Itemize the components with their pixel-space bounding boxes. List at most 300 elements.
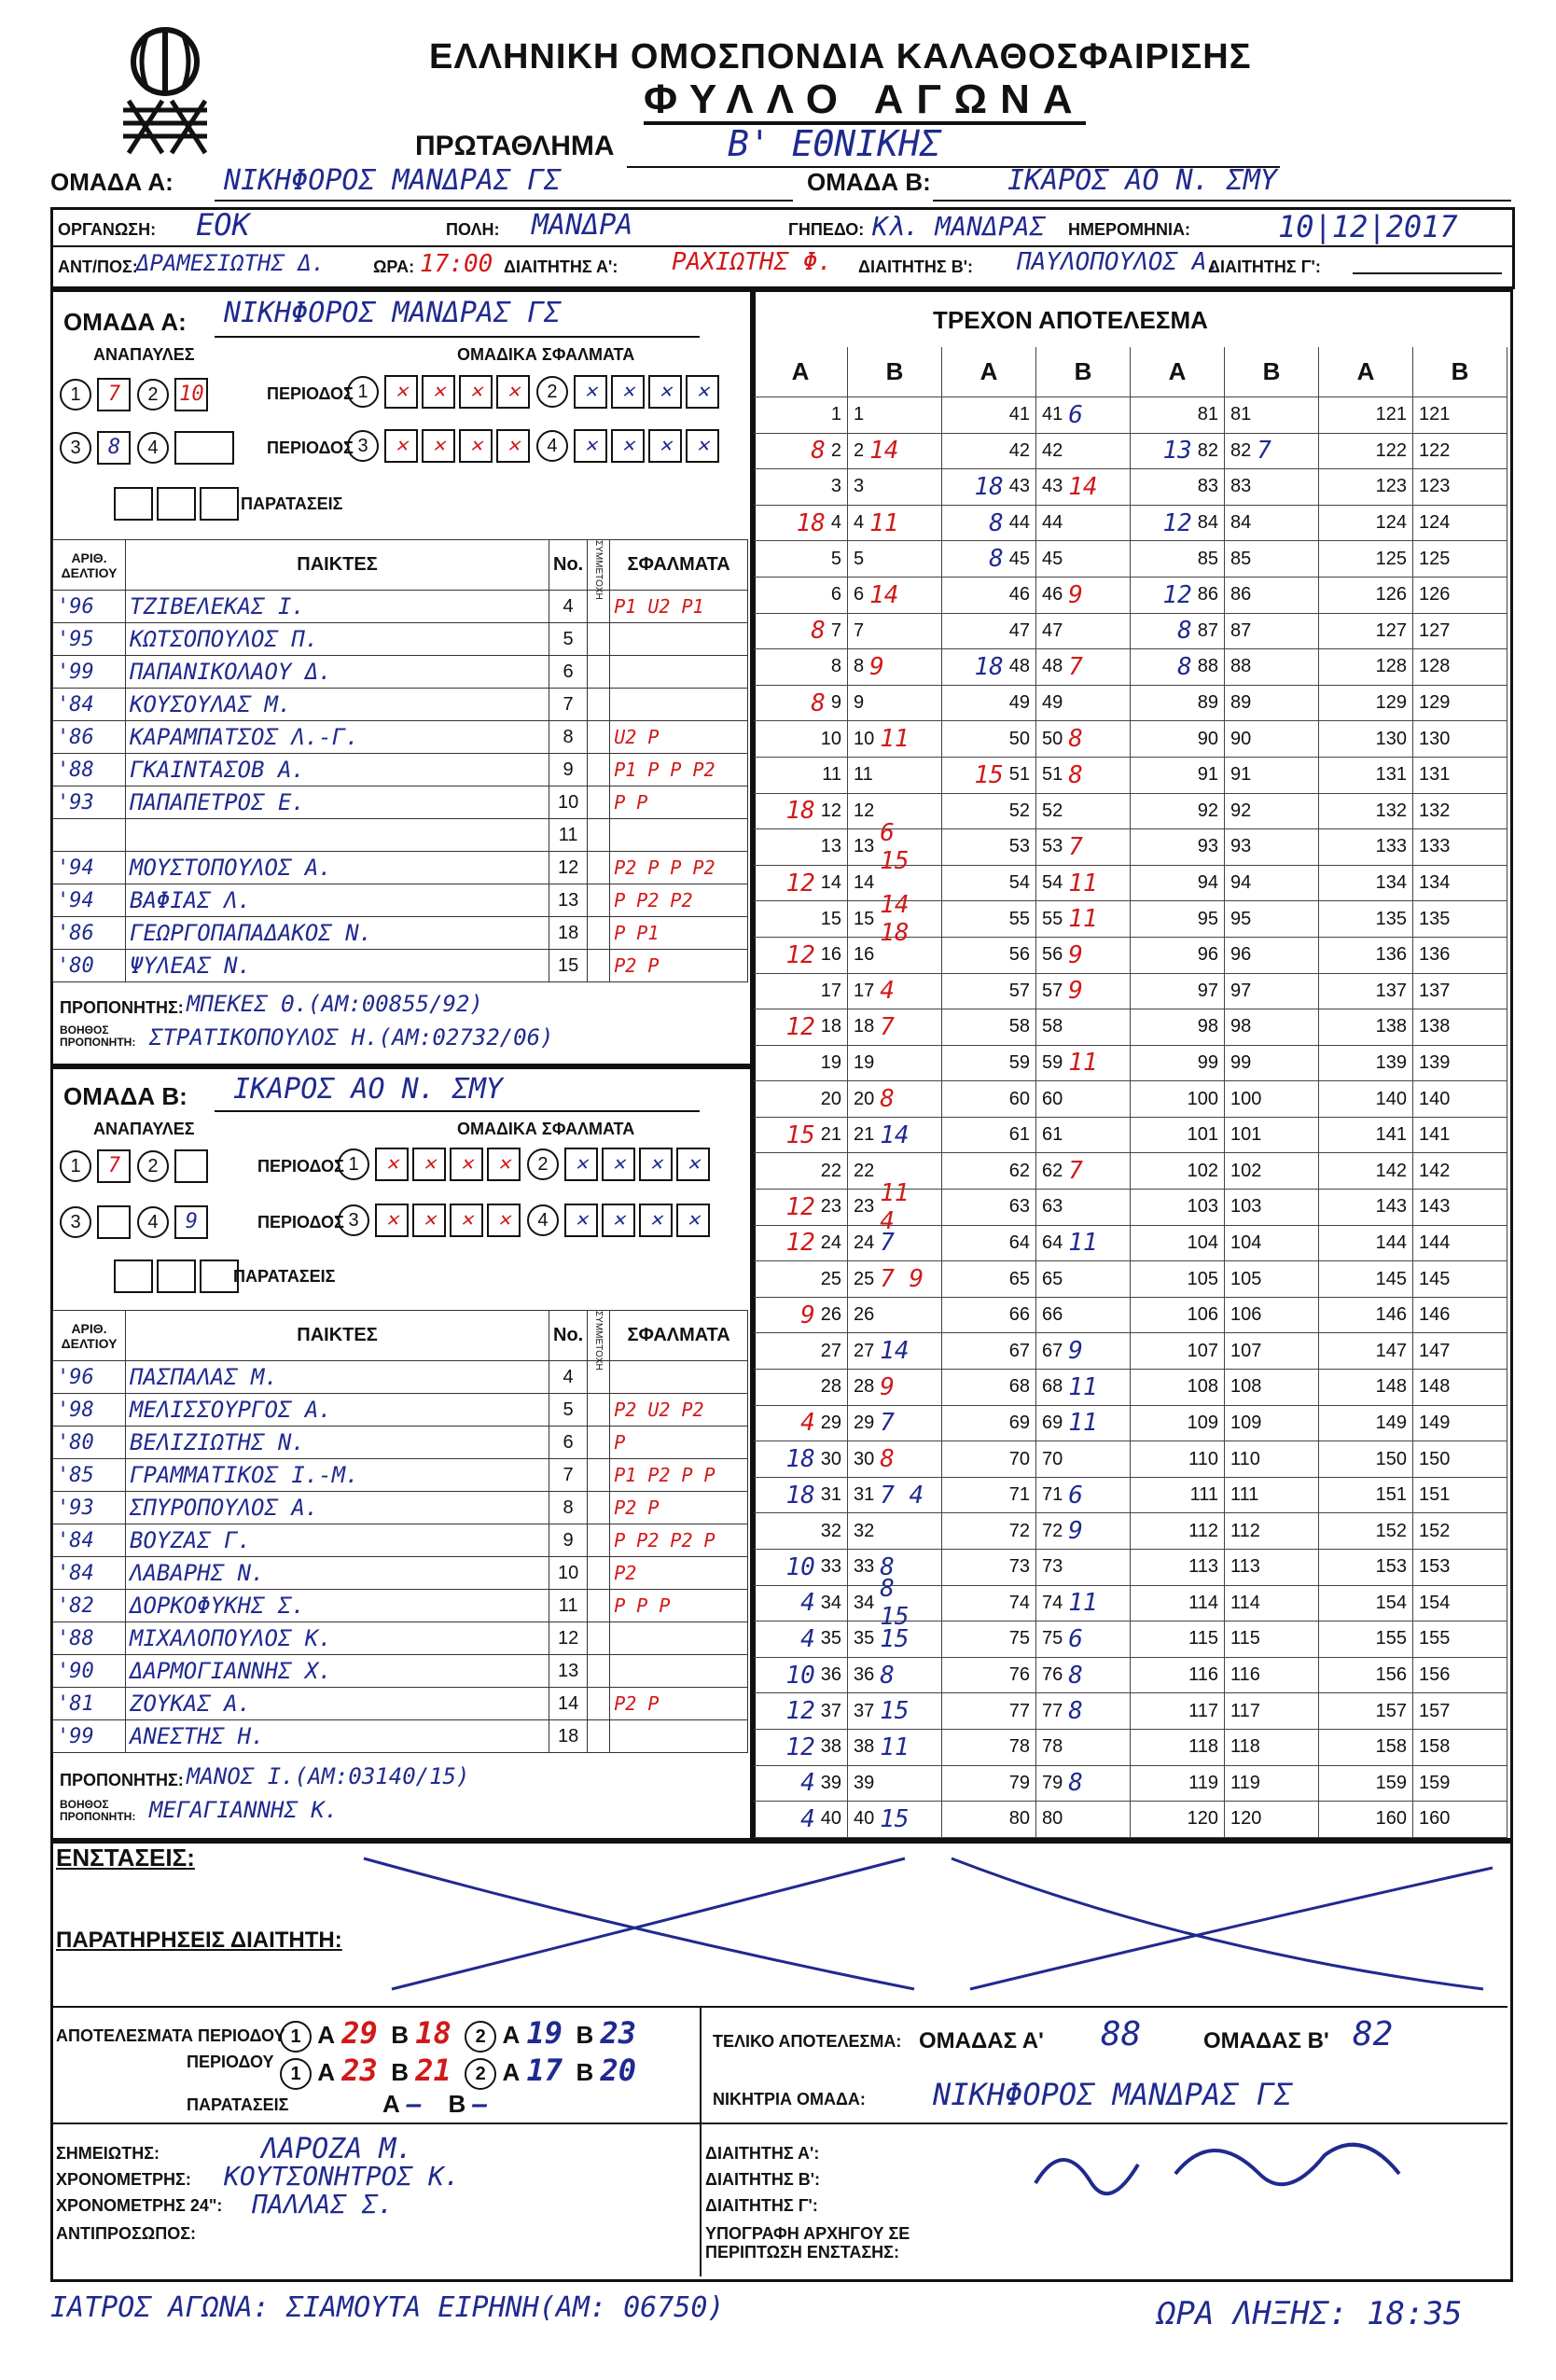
score-cell-b[interactable] bbox=[1036, 1621, 1131, 1658]
player-fouls[interactable]: P P2 P2 P bbox=[610, 1524, 748, 1557]
score-cell-b[interactable] bbox=[1225, 614, 1319, 650]
player-name[interactable]: ΒΑΦΙΑΣ Λ. bbox=[126, 884, 549, 917]
player-starter-cell[interactable] bbox=[588, 786, 610, 819]
player-name[interactable]: ΣΠΥΡΟΠΟΥΛΟΣ Α. bbox=[126, 1492, 549, 1524]
player-license[interactable]: '80 bbox=[53, 950, 126, 982]
ot-b[interactable]: — bbox=[472, 2091, 488, 2119]
overtime-box[interactable] bbox=[157, 1260, 196, 1293]
player-fouls[interactable]: P2 bbox=[610, 1557, 748, 1590]
score-cell-a[interactable] bbox=[754, 1153, 848, 1190]
player-fouls[interactable] bbox=[610, 1655, 748, 1688]
team-a-asst[interactable]: ΣΤΡΑΤΙΚΟΠΟΥΛΟΣ Η.(ΑΜ:02732/06) bbox=[149, 1024, 554, 1051]
score-cell-a[interactable] bbox=[1131, 649, 1225, 686]
teamfoul-box[interactable]: ✕ bbox=[496, 375, 530, 409]
score-cell-b[interactable] bbox=[1413, 938, 1507, 974]
score-cell-a[interactable] bbox=[1319, 1766, 1413, 1802]
teamfoul-box[interactable]: ✕ bbox=[487, 1204, 521, 1237]
player-number[interactable]: 7 bbox=[549, 1459, 588, 1492]
score-cell-b[interactable] bbox=[1413, 397, 1507, 434]
score-cell-b[interactable] bbox=[848, 938, 942, 974]
score-cell-b[interactable] bbox=[1413, 1441, 1507, 1478]
score-cell-a[interactable] bbox=[1131, 866, 1225, 902]
score-cell-a[interactable] bbox=[1131, 434, 1225, 470]
score-cell-a[interactable] bbox=[1319, 1261, 1413, 1298]
player-fouls[interactable] bbox=[610, 1622, 748, 1655]
score-cell-a[interactable] bbox=[1319, 1009, 1413, 1046]
score-cell-a[interactable] bbox=[942, 901, 1036, 938]
score-cell-b[interactable] bbox=[1036, 1118, 1131, 1154]
player-number[interactable]: 10 bbox=[549, 786, 588, 819]
score-cell-b[interactable] bbox=[1413, 1153, 1507, 1190]
score-cell-a[interactable] bbox=[1319, 686, 1413, 722]
score-cell-a[interactable] bbox=[1319, 397, 1413, 434]
score-cell-b[interactable] bbox=[1413, 578, 1507, 614]
p1-b[interactable]: 18 bbox=[415, 2015, 452, 2051]
player-starter-cell[interactable] bbox=[588, 819, 610, 852]
score-cell-a[interactable] bbox=[1319, 1802, 1413, 1838]
score-cell-b[interactable] bbox=[1413, 1513, 1507, 1550]
score-cell-b[interactable] bbox=[1036, 758, 1131, 794]
teamfoul-box[interactable]: ✕ bbox=[686, 429, 719, 463]
score-cell-a[interactable] bbox=[1319, 1658, 1413, 1694]
score-cell-a[interactable] bbox=[754, 1441, 848, 1478]
player-starter-cell[interactable] bbox=[588, 754, 610, 786]
score-cell-b[interactable] bbox=[1036, 506, 1131, 542]
score-cell-b[interactable] bbox=[1413, 1298, 1507, 1334]
score-cell-a[interactable] bbox=[1131, 1586, 1225, 1622]
p1-a[interactable]: 29 bbox=[341, 2015, 378, 2051]
score-cell-a[interactable] bbox=[942, 1046, 1036, 1082]
teamfoul-box[interactable]: ✕ bbox=[412, 1204, 446, 1237]
score-cell-a[interactable] bbox=[1131, 829, 1225, 866]
score-cell-b[interactable] bbox=[1413, 1046, 1507, 1082]
score-cell-a[interactable] bbox=[1319, 1693, 1413, 1730]
player-number[interactable]: 6 bbox=[549, 656, 588, 689]
player-starter-cell[interactable] bbox=[588, 1492, 610, 1524]
overtime-box[interactable] bbox=[114, 1260, 153, 1293]
team-a-coach[interactable]: ΜΠΕΚΕΣ Θ.(ΑΜ:00855/92) bbox=[187, 991, 483, 1017]
score-cell-a[interactable] bbox=[754, 1118, 848, 1154]
score-cell-a[interactable] bbox=[942, 1730, 1036, 1766]
score-cell-b[interactable] bbox=[1413, 1802, 1507, 1838]
score-cell-a[interactable] bbox=[942, 1406, 1036, 1442]
score-cell-a[interactable] bbox=[942, 1802, 1036, 1838]
player-name[interactable]: ΚΟΥΣΟΥΛΑΣ Μ. bbox=[126, 689, 549, 721]
commissioner-value[interactable]: ΔΡΑΜΕΣΙΩΤΗΣ Δ. bbox=[136, 250, 326, 276]
score-cell-b[interactable] bbox=[1036, 578, 1131, 614]
score-cell-b[interactable] bbox=[848, 1009, 942, 1046]
teamfoul-box[interactable]: ✕ bbox=[384, 429, 418, 463]
player-number[interactable]: 7 bbox=[549, 689, 588, 721]
player-license[interactable]: '88 bbox=[53, 1622, 126, 1655]
time-value[interactable]: 17:00 bbox=[420, 250, 493, 278]
score-cell-b[interactable] bbox=[1036, 686, 1131, 722]
score-cell-a[interactable] bbox=[1131, 1766, 1225, 1802]
score-cell-a[interactable] bbox=[1131, 1046, 1225, 1082]
player-number[interactable]: 13 bbox=[549, 884, 588, 917]
score-cell-a[interactable] bbox=[1131, 686, 1225, 722]
score-cell-a[interactable] bbox=[1131, 397, 1225, 434]
score-cell-b[interactable] bbox=[1036, 866, 1131, 902]
score-cell-a[interactable] bbox=[1131, 974, 1225, 1010]
score-cell-a[interactable] bbox=[942, 1658, 1036, 1694]
score-cell-b[interactable] bbox=[848, 891, 942, 948]
score-cell-a[interactable] bbox=[754, 614, 848, 650]
score-cell-b[interactable] bbox=[848, 506, 942, 542]
score-cell-a[interactable] bbox=[1131, 506, 1225, 542]
score-cell-a[interactable] bbox=[1131, 469, 1225, 506]
score-cell-a[interactable] bbox=[942, 649, 1036, 686]
score-cell-a[interactable] bbox=[1131, 1513, 1225, 1550]
score-cell-b[interactable] bbox=[848, 434, 942, 470]
score-cell-b[interactable] bbox=[1225, 721, 1319, 758]
score-cell-b[interactable] bbox=[1225, 1118, 1319, 1154]
player-number[interactable]: 15 bbox=[549, 950, 588, 982]
score-cell-b[interactable] bbox=[1225, 1298, 1319, 1334]
score-cell-a[interactable] bbox=[754, 686, 848, 722]
score-cell-b[interactable] bbox=[848, 578, 942, 614]
score-cell-a[interactable] bbox=[942, 1621, 1036, 1658]
score-cell-a[interactable] bbox=[942, 1298, 1036, 1334]
teamfoul-box[interactable]: ✕ bbox=[412, 1148, 446, 1181]
score-cell-a[interactable] bbox=[754, 1478, 848, 1514]
timeout-box-4[interactable]: 9 bbox=[174, 1205, 208, 1239]
score-cell-b[interactable] bbox=[1036, 1226, 1131, 1262]
score-cell-a[interactable] bbox=[1319, 469, 1413, 506]
player-name[interactable]: ΜΟΥΣΤΟΠΟΥΛΟΣ Α. bbox=[126, 852, 549, 884]
score-cell-b[interactable] bbox=[1036, 974, 1131, 1010]
player-fouls[interactable]: U2 P bbox=[610, 721, 748, 754]
score-cell-b[interactable] bbox=[1225, 578, 1319, 614]
score-cell-b[interactable] bbox=[848, 1226, 942, 1262]
score-cell-b[interactable] bbox=[1036, 829, 1131, 866]
score-cell-a[interactable] bbox=[1131, 1118, 1225, 1154]
score-cell-a[interactable] bbox=[1131, 901, 1225, 938]
score-cell-a[interactable] bbox=[1319, 1441, 1413, 1478]
score-cell-b[interactable] bbox=[1413, 1478, 1507, 1514]
score-cell-b[interactable] bbox=[848, 614, 942, 650]
score-cell-b[interactable] bbox=[1225, 758, 1319, 794]
player-license[interactable]: '88 bbox=[53, 754, 126, 786]
player-starter-cell[interactable] bbox=[588, 1688, 610, 1720]
teamfoul-box[interactable]: ✕ bbox=[459, 429, 493, 463]
player-number[interactable]: 6 bbox=[549, 1427, 588, 1459]
score-cell-b[interactable] bbox=[848, 1575, 942, 1632]
score-cell-b[interactable] bbox=[848, 1658, 942, 1694]
score-cell-a[interactable] bbox=[754, 1693, 848, 1730]
score-cell-a[interactable] bbox=[1131, 1802, 1225, 1838]
overtime-box[interactable] bbox=[200, 487, 239, 521]
timeout-box-3[interactable] bbox=[97, 1205, 131, 1239]
player-fouls[interactable]: P bbox=[610, 1427, 748, 1459]
score-cell-b[interactable] bbox=[1413, 794, 1507, 830]
player-starter-cell[interactable] bbox=[588, 623, 610, 656]
score-cell-b[interactable] bbox=[1225, 1621, 1319, 1658]
score-cell-b[interactable] bbox=[848, 721, 942, 758]
score-cell-b[interactable] bbox=[1036, 1190, 1131, 1226]
score-cell-b[interactable] bbox=[1036, 1766, 1131, 1802]
player-license[interactable]: '86 bbox=[53, 721, 126, 754]
score-cell-a[interactable] bbox=[1131, 1333, 1225, 1370]
score-cell-b[interactable] bbox=[1413, 829, 1507, 866]
player-starter-cell[interactable] bbox=[588, 950, 610, 982]
score-cell-a[interactable] bbox=[1319, 434, 1413, 470]
score-cell-a[interactable] bbox=[754, 1370, 848, 1406]
score-cell-b[interactable] bbox=[848, 469, 942, 506]
score-cell-a[interactable] bbox=[1319, 1406, 1413, 1442]
score-cell-b[interactable] bbox=[848, 541, 942, 578]
player-fouls[interactable]: P1 U2 P1 bbox=[610, 591, 748, 623]
score-cell-a[interactable] bbox=[754, 469, 848, 506]
score-cell-a[interactable] bbox=[1319, 1153, 1413, 1190]
score-cell-a[interactable] bbox=[1319, 758, 1413, 794]
score-cell-a[interactable] bbox=[1131, 1298, 1225, 1334]
score-cell-b[interactable] bbox=[1413, 1370, 1507, 1406]
score-cell-a[interactable] bbox=[942, 686, 1036, 722]
score-cell-a[interactable] bbox=[1131, 1478, 1225, 1514]
score-cell-b[interactable] bbox=[1413, 649, 1507, 686]
player-starter-cell[interactable] bbox=[588, 656, 610, 689]
score-cell-a[interactable] bbox=[942, 614, 1036, 650]
score-cell-a[interactable] bbox=[942, 1190, 1036, 1226]
final-team-b[interactable]: 82 bbox=[1353, 2015, 1394, 2053]
score-cell-b[interactable] bbox=[1413, 469, 1507, 506]
score-cell-b[interactable] bbox=[1413, 614, 1507, 650]
player-starter-cell[interactable] bbox=[588, 1524, 610, 1557]
score-cell-a[interactable] bbox=[942, 1693, 1036, 1730]
championship-value[interactable]: Β' ΕΘΝΙΚΗΣ bbox=[728, 123, 941, 164]
score-cell-a[interactable] bbox=[754, 1298, 848, 1334]
score-cell-b[interactable] bbox=[848, 1730, 942, 1766]
teamfoul-box[interactable]: ✕ bbox=[496, 429, 530, 463]
score-cell-a[interactable] bbox=[1319, 1226, 1413, 1262]
teamfoul-box[interactable]: ✕ bbox=[564, 1204, 598, 1237]
player-name[interactable]: ΠΑΠΑΠΕΤΡΟΣ Ε. bbox=[126, 786, 549, 819]
score-cell-a[interactable] bbox=[942, 758, 1036, 794]
date-value[interactable]: 10|12|2017 bbox=[1278, 209, 1458, 244]
score-cell-b[interactable] bbox=[848, 818, 942, 875]
score-cell-b[interactable] bbox=[1225, 1513, 1319, 1550]
player-name[interactable]: ΚΩΤΣΟΠΟΥΛΟΣ Π. bbox=[126, 623, 549, 656]
score-cell-a[interactable] bbox=[754, 1009, 848, 1046]
score-cell-a[interactable] bbox=[1319, 649, 1413, 686]
player-fouls[interactable]: P P2 P2 bbox=[610, 884, 748, 917]
score-cell-a[interactable] bbox=[942, 1478, 1036, 1514]
score-cell-b[interactable] bbox=[1036, 1802, 1131, 1838]
score-cell-a[interactable] bbox=[1131, 1370, 1225, 1406]
score-cell-b[interactable] bbox=[1225, 1730, 1319, 1766]
player-starter-cell[interactable] bbox=[588, 917, 610, 950]
score-cell-b[interactable] bbox=[1036, 1441, 1131, 1478]
score-cell-a[interactable] bbox=[1319, 1370, 1413, 1406]
score-cell-b[interactable] bbox=[1225, 938, 1319, 974]
score-cell-b[interactable] bbox=[1413, 686, 1507, 722]
player-name[interactable]: ΠΑΣΠΑΛΑΣ Μ. bbox=[126, 1361, 549, 1394]
score-cell-a[interactable] bbox=[1131, 938, 1225, 974]
score-cell-a[interactable] bbox=[1319, 1298, 1413, 1334]
player-fouls[interactable]: P2 U2 P2 bbox=[610, 1394, 748, 1427]
score-cell-b[interactable] bbox=[1036, 901, 1131, 938]
score-cell-b[interactable] bbox=[1413, 1009, 1507, 1046]
score-cell-b[interactable] bbox=[1225, 1226, 1319, 1262]
teamfoul-box[interactable]: ✕ bbox=[487, 1148, 521, 1181]
score-cell-b[interactable] bbox=[1413, 1190, 1507, 1226]
score-cell-b[interactable] bbox=[1413, 1118, 1507, 1154]
player-starter-cell[interactable] bbox=[588, 1394, 610, 1427]
score-cell-b[interactable] bbox=[1225, 1261, 1319, 1298]
player-name[interactable]: ΔΑΡΜΟΓΙΑΝΝΗΣ Χ. bbox=[126, 1655, 549, 1688]
player-number[interactable]: 12 bbox=[549, 1622, 588, 1655]
score-cell-a[interactable] bbox=[1319, 541, 1413, 578]
score-cell-a[interactable] bbox=[1319, 1513, 1413, 1550]
player-number[interactable]: 9 bbox=[549, 1524, 588, 1557]
score-cell-a[interactable] bbox=[942, 1586, 1036, 1622]
score-cell-b[interactable] bbox=[1225, 1153, 1319, 1190]
team-b-value[interactable]: ΙΚΑΡΟΣ ΑΟ Ν. ΣΜΥ bbox=[1007, 164, 1277, 197]
score-cell-b[interactable] bbox=[1225, 829, 1319, 866]
player-number[interactable]: 8 bbox=[549, 1492, 588, 1524]
player-name[interactable]: ΑΝΕΣΤΗΣ Η. bbox=[126, 1720, 549, 1753]
score-cell-a[interactable] bbox=[942, 434, 1036, 470]
score-cell-a[interactable] bbox=[942, 866, 1036, 902]
player-starter-cell[interactable] bbox=[588, 1459, 610, 1492]
teamfoul-box[interactable]: ✕ bbox=[639, 1148, 673, 1181]
score-cell-b[interactable] bbox=[1413, 1766, 1507, 1802]
score-cell-a[interactable] bbox=[1319, 1550, 1413, 1586]
score-cell-a[interactable] bbox=[1131, 1009, 1225, 1046]
score-cell-a[interactable] bbox=[754, 541, 848, 578]
teamfoul-box[interactable]: ✕ bbox=[450, 1148, 483, 1181]
score-cell-a[interactable] bbox=[754, 1550, 848, 1586]
score-cell-a[interactable] bbox=[1319, 721, 1413, 758]
teamfoul-box[interactable]: ✕ bbox=[574, 375, 607, 409]
score-cell-b[interactable] bbox=[848, 1298, 942, 1334]
score-cell-a[interactable] bbox=[1319, 578, 1413, 614]
score-cell-a[interactable] bbox=[1131, 721, 1225, 758]
player-license[interactable]: '90 bbox=[53, 1655, 126, 1688]
score-cell-b[interactable] bbox=[1225, 469, 1319, 506]
player-starter-cell[interactable] bbox=[588, 1427, 610, 1459]
score-cell-a[interactable] bbox=[942, 938, 1036, 974]
score-cell-b[interactable] bbox=[1413, 1226, 1507, 1262]
player-name[interactable]: ΜΕΛΙΣΣΟΥΡΓΟΣ Α. bbox=[126, 1394, 549, 1427]
ref-b-value[interactable]: ΠΑΥΛΟΠΟΥΛΟΣ Α. bbox=[1017, 248, 1222, 276]
player-starter-cell[interactable] bbox=[588, 1720, 610, 1753]
score-cell-a[interactable] bbox=[1319, 794, 1413, 830]
player-name[interactable]: ΚΑΡΑΜΠΑΤΣΟΣ Λ.-Γ. bbox=[126, 721, 549, 754]
score-cell-a[interactable] bbox=[754, 1046, 848, 1082]
score-cell-b[interactable] bbox=[848, 686, 942, 722]
score-cell-a[interactable] bbox=[754, 1766, 848, 1802]
score-cell-b[interactable] bbox=[1413, 1693, 1507, 1730]
score-cell-b[interactable] bbox=[1225, 649, 1319, 686]
p4-a[interactable]: 17 bbox=[526, 2053, 563, 2088]
score-cell-a[interactable] bbox=[942, 1441, 1036, 1478]
score-cell-b[interactable] bbox=[1413, 866, 1507, 902]
court-value[interactable]: Κλ. ΜΑΝΔΡΑΣ bbox=[872, 211, 1046, 242]
score-cell-b[interactable] bbox=[1036, 1153, 1131, 1190]
score-cell-a[interactable] bbox=[1131, 758, 1225, 794]
score-cell-b[interactable] bbox=[1036, 1009, 1131, 1046]
teamfoul-box[interactable]: ✕ bbox=[602, 1204, 635, 1237]
score-cell-a[interactable] bbox=[942, 974, 1036, 1010]
organizer-value[interactable]: ΕΟΚ bbox=[196, 207, 250, 243]
score-cell-a[interactable] bbox=[754, 1081, 848, 1118]
score-cell-a[interactable] bbox=[754, 1621, 848, 1658]
player-number[interactable]: 11 bbox=[549, 1590, 588, 1622]
score-cell-b[interactable] bbox=[1413, 974, 1507, 1010]
teamfoul-box[interactable]: ✕ bbox=[564, 1148, 598, 1181]
player-name[interactable]: ΒΕΛΙΖΙΩΤΗΣ Ν. bbox=[126, 1427, 549, 1459]
score-cell-a[interactable] bbox=[942, 506, 1036, 542]
player-fouls[interactable]: P1 P2 P P bbox=[610, 1459, 748, 1492]
player-fouls[interactable]: P2 P bbox=[610, 950, 748, 982]
player-starter-cell[interactable] bbox=[588, 1655, 610, 1688]
score-cell-a[interactable] bbox=[1319, 974, 1413, 1010]
player-name[interactable]: ΨΥΛΕΑΣ Ν. bbox=[126, 950, 549, 982]
timeout-box-4[interactable] bbox=[174, 431, 234, 465]
player-fouls[interactable]: P2 P bbox=[610, 1688, 748, 1720]
final-team-a[interactable]: 88 bbox=[1101, 2015, 1142, 2053]
ot-a[interactable]: — bbox=[407, 2091, 422, 2119]
score-cell-b[interactable] bbox=[1413, 1081, 1507, 1118]
player-fouls[interactable] bbox=[610, 689, 748, 721]
score-cell-b[interactable] bbox=[1225, 1046, 1319, 1082]
score-cell-a[interactable] bbox=[754, 1802, 848, 1838]
player-number[interactable]: 18 bbox=[549, 1720, 588, 1753]
teamfoul-box[interactable]: ✕ bbox=[676, 1204, 710, 1237]
score-cell-a[interactable] bbox=[1319, 1046, 1413, 1082]
score-cell-a[interactable] bbox=[942, 829, 1036, 866]
score-cell-b[interactable] bbox=[1413, 1730, 1507, 1766]
score-cell-a[interactable] bbox=[1319, 506, 1413, 542]
player-fouls[interactable] bbox=[610, 623, 748, 656]
player-name[interactable]: ΛΑΒΑΡΗΣ Ν. bbox=[126, 1557, 549, 1590]
score-cell-a[interactable] bbox=[1319, 1730, 1413, 1766]
player-starter-cell[interactable] bbox=[588, 1590, 610, 1622]
player-license[interactable]: '82 bbox=[53, 1590, 126, 1622]
score-cell-a[interactable] bbox=[754, 578, 848, 614]
player-name[interactable]: ΓΕΩΡΓΟΠΑΠΑΔΑΚΟΣ Ν. bbox=[126, 917, 549, 950]
player-license[interactable]: '84 bbox=[53, 1557, 126, 1590]
score-cell-b[interactable] bbox=[1413, 1658, 1507, 1694]
score-cell-b[interactable] bbox=[1036, 794, 1131, 830]
score-cell-b[interactable] bbox=[1036, 649, 1131, 686]
teamfoul-box[interactable]: ✕ bbox=[611, 375, 645, 409]
score-cell-b[interactable] bbox=[1036, 1478, 1131, 1514]
player-fouls[interactable] bbox=[610, 1720, 748, 1753]
score-cell-a[interactable] bbox=[1319, 1190, 1413, 1226]
score-cell-a[interactable] bbox=[1131, 614, 1225, 650]
score-cell-a[interactable] bbox=[1131, 1081, 1225, 1118]
score-cell-a[interactable] bbox=[942, 1550, 1036, 1586]
player-fouls[interactable]: P2 P P P2 bbox=[610, 852, 748, 884]
score-cell-a[interactable] bbox=[1131, 1621, 1225, 1658]
player-license[interactable]: '96 bbox=[53, 1361, 126, 1394]
teamfoul-box[interactable]: ✕ bbox=[574, 429, 607, 463]
score-cell-b[interactable] bbox=[1036, 1406, 1131, 1442]
score-cell-b[interactable] bbox=[1225, 1802, 1319, 1838]
player-starter-cell[interactable] bbox=[588, 1622, 610, 1655]
player-number[interactable]: 18 bbox=[549, 917, 588, 950]
score-cell-b[interactable] bbox=[848, 1802, 942, 1838]
score-cell-a[interactable] bbox=[942, 1333, 1036, 1370]
player-license[interactable]: '94 bbox=[53, 852, 126, 884]
score-cell-b[interactable] bbox=[1225, 1658, 1319, 1694]
score-cell-b[interactable] bbox=[1225, 1766, 1319, 1802]
score-cell-a[interactable] bbox=[942, 469, 1036, 506]
scorer-value[interactable]: ΛΑΡΟΖΑ Μ. bbox=[261, 2133, 413, 2165]
